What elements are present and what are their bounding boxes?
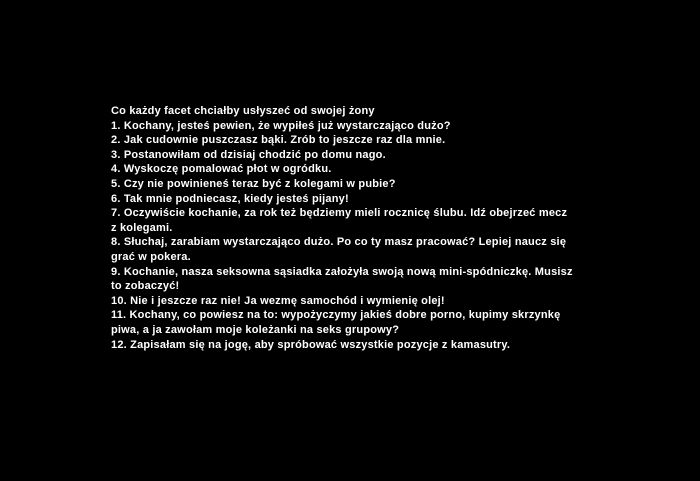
- joke-line-9-continued: to zobaczyć!: [111, 280, 180, 293]
- joke-line-8: 8. Słuchaj, zarabiam wystarczająco dużo. Po co ty masz pracować? Lepiej naucz się: [111, 236, 567, 249]
- joke-line-1: 1. Kochany, jesteś pewien, że wypiłeś już wystarczająco dużo?: [111, 119, 451, 132]
- joke-line-2: 2. Jak cudownie puszczasz bąki. Zrób to jeszcze raz dla mnie.: [111, 134, 446, 147]
- joke-line-7: 7. Oczywiście kochanie, za rok też będziemy mieli rocznicę ślubu. Idź obejrzeć mecz: [111, 207, 568, 220]
- joke-line-10: 10. Nie i jeszcze raz nie! Ja wezmę samochód i wymienię olej!: [111, 294, 445, 307]
- joke-line-11-continued: piwa, a ja zawołam moje koleżanki na seks grupowy?: [111, 323, 400, 336]
- joke-line-7-continued: z kolegami.: [111, 221, 173, 234]
- joke-line-4: 4. Wyskoczę pomalować płot w ogródku.: [111, 163, 332, 176]
- joke-line-8-continued: grać w pokera.: [111, 250, 191, 263]
- joke-line-6: 6. Tak mnie podniecasz, kiedy jesteś pijany!: [111, 192, 349, 205]
- joke-line-5: 5. Czy nie powinieneś teraz być z kolegami w pubie?: [111, 177, 396, 190]
- joke-text-block: [111, 104, 591, 352]
- joke-line-11: 11. Kochany, co powiesz na to: wypożyczymy jakieś dobre porno, kupimy skrzynkę: [111, 309, 561, 322]
- joke-line-3: 3. Postanowiłam od dzisiaj chodzić po domu nago.: [111, 148, 386, 161]
- joke-line-12: 12. Zapisałam się na jogę, aby spróbować wszystkie pozycje z kamasutry.: [111, 338, 511, 351]
- joke-line-9: 9. Kochanie, nasza seksowna sąsiadka założyła swoją nową mini-spódniczkę. Musisz: [111, 265, 573, 278]
- joke-title: Co każdy facet chciałby usłyszeć od swojej żony: [111, 105, 375, 117]
